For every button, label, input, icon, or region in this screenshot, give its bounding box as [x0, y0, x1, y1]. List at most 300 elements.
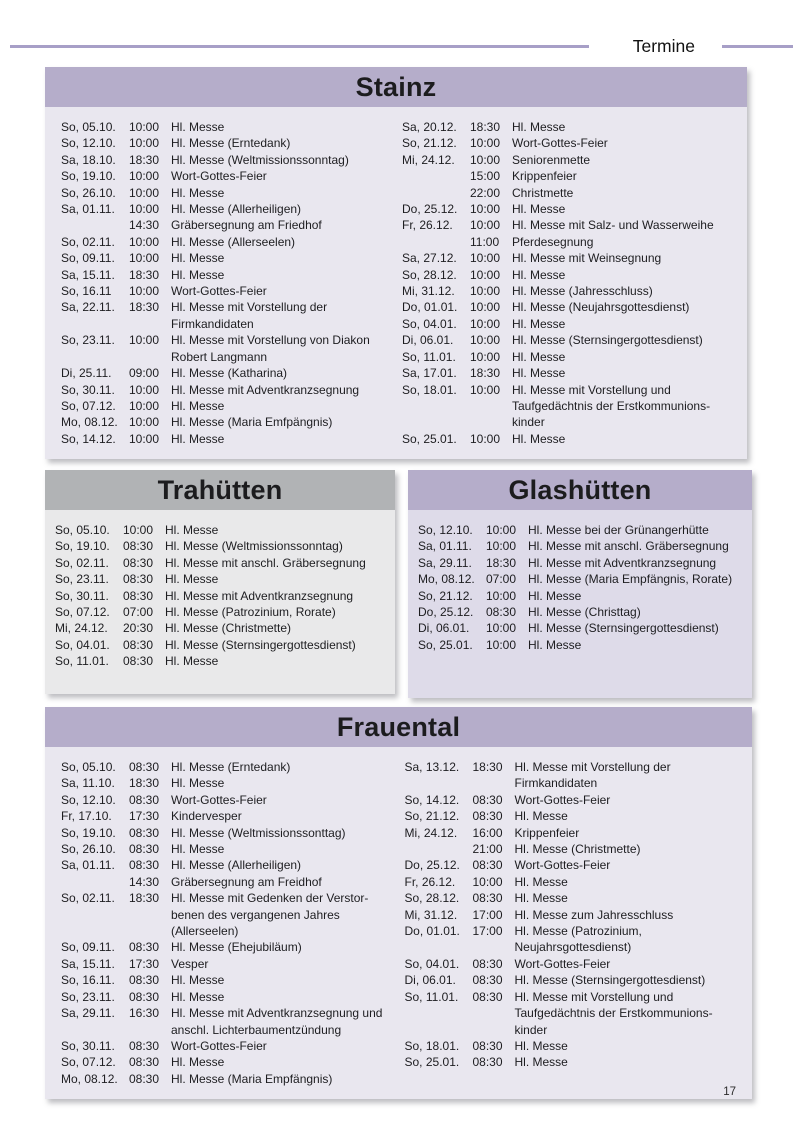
event-time: 17:00	[472, 907, 503, 922]
event-description: Hl. Messe	[512, 366, 566, 381]
section-header	[45, 707, 752, 747]
schedule-row	[61, 759, 393, 775]
event-date: Mi, 31.12.	[402, 284, 455, 299]
schedule-row	[61, 1054, 393, 1070]
event-time: 10:00	[470, 202, 501, 217]
event-description: Hl. Messe	[171, 431, 225, 446]
event-time: 10:00	[470, 300, 501, 315]
event-description: Hl. Messe (Maria Emfpängnis)	[171, 415, 333, 430]
event-description: Hl. Messe (Jahresschluss)	[512, 284, 653, 299]
section-title: Frauental	[336, 711, 461, 742]
schedule-row	[61, 825, 393, 841]
event-description: Hl. Messe (Sternsingergottesdienst)	[528, 621, 719, 636]
event-description: Hl. Messe	[514, 1038, 568, 1053]
schedule-row	[405, 989, 737, 1038]
schedule-table	[408, 510, 752, 698]
event-description: Hl. Messe	[165, 654, 219, 669]
event-time: 18:30	[486, 555, 517, 570]
section-title: Glashütten	[508, 474, 652, 505]
event-date: Mi, 24.12.	[402, 152, 455, 167]
schedule-row	[405, 792, 737, 808]
schedule-row	[61, 217, 390, 233]
schedule-row	[405, 923, 737, 956]
event-time: 10:00	[470, 136, 501, 151]
event-time: 10:00	[470, 284, 501, 299]
event-description: Hl. Messe (Christmette)	[514, 842, 641, 857]
section-stainz	[45, 67, 747, 459]
event-time: 08:30	[129, 760, 160, 774]
event-time: 10:00	[470, 152, 501, 167]
event-description: Hl. Messe	[171, 398, 225, 413]
event-description: Hl. Messe	[512, 316, 566, 331]
schedule-row	[61, 365, 390, 381]
event-date: So, 11.01.	[55, 654, 109, 669]
event-time: 08:30	[472, 956, 503, 971]
event-time: 08:30	[472, 973, 503, 988]
event-description: Hl. Messe (Christmette)	[165, 621, 292, 636]
event-date: So, 02.11.	[55, 555, 109, 570]
event-time: 10:00	[470, 333, 501, 348]
event-date: Sa, 01.11.	[418, 539, 472, 554]
schedule-row	[402, 135, 731, 151]
event-time: 08:30	[129, 940, 160, 955]
schedule-row	[402, 201, 731, 217]
event-date: So, 28.12.	[404, 891, 460, 906]
event-description: Hl. Messe	[512, 267, 566, 282]
schedule-row	[61, 250, 390, 266]
event-time: 10:00	[129, 431, 160, 446]
page-header-label: Termine	[632, 35, 695, 56]
event-time: 07:00	[123, 605, 154, 620]
schedule-row	[418, 522, 742, 538]
event-description: Hl. Messe mit Vorstellung und Taufgedächtnis der Erstkommunions-kinder	[514, 989, 713, 1037]
schedule-row	[55, 653, 385, 669]
schedule-row	[61, 890, 393, 939]
event-description: Hl. Messe (Erntedank)	[171, 760, 291, 774]
schedule-column	[402, 119, 731, 447]
schedule-column	[55, 522, 385, 682]
event-date: So, 25.01.	[402, 431, 457, 446]
event-date	[405, 841, 473, 857]
event-description: Hl. Messe (Patrozinium, Rorate)	[165, 605, 336, 620]
event-description: Krippenfeier	[514, 825, 580, 840]
schedule-row	[402, 185, 731, 201]
schedule-row	[402, 267, 731, 283]
event-time: 10:00	[129, 136, 160, 151]
event-description: Hl. Messe mit Vorstellung von Diakon Robert Langmann	[171, 333, 370, 364]
schedule-row	[61, 267, 390, 283]
event-description: Gräbersegnung am Friedhof	[171, 218, 322, 233]
event-description: Hl. Messe (Maria Empfängnis, Rorate)	[528, 572, 733, 587]
event-time: 15:00	[470, 169, 501, 184]
event-description: Hl. Messe	[171, 989, 225, 1004]
schedule-row	[402, 365, 731, 381]
event-date	[61, 217, 129, 233]
event-description: Hl. Messe	[514, 1055, 568, 1070]
event-time: 17:00	[472, 924, 503, 939]
schedule-row	[405, 841, 737, 857]
event-date: So, 23.11.	[55, 572, 109, 587]
event-description: Hl. Messe	[528, 637, 582, 652]
event-description: Hl. Messe mit Vorstellung der Firmkandidaten	[171, 300, 328, 331]
event-date: Sa, 29.11.	[61, 1006, 115, 1021]
event-description: Hl. Messe	[512, 431, 566, 446]
event-time: 08:30	[129, 825, 160, 840]
event-time: 10:00	[486, 588, 517, 603]
event-date: Mo, 08.12.	[61, 1071, 118, 1086]
schedule-row	[61, 201, 390, 217]
event-description: Seniorenmette	[512, 152, 591, 167]
schedule-row	[402, 250, 731, 266]
event-date: So, 21.12.	[404, 809, 460, 824]
section-frauental	[45, 707, 752, 1099]
schedule-row	[61, 135, 390, 151]
event-description: Hl. Messe bei der Grünangerhütte	[528, 523, 709, 537]
event-time: 17:30	[129, 956, 160, 971]
event-description: Hl. Messe mit Adventkranzsegnung	[171, 382, 360, 397]
event-time: 10:00	[486, 621, 517, 636]
header-rule-right	[722, 45, 793, 48]
event-date: So, 26.10.	[61, 842, 116, 857]
event-date: Do, 25.12.	[418, 605, 474, 620]
event-time: 08:30	[123, 555, 154, 570]
event-description: Hl. Messe mit anschl. Gräbersegnung	[528, 539, 729, 554]
schedule-row	[418, 571, 742, 587]
event-date: So, 07.12.	[61, 398, 116, 413]
schedule-row	[405, 956, 737, 972]
event-time: 10:00	[129, 284, 160, 299]
schedule-row	[61, 185, 390, 201]
event-time: 10:00	[129, 333, 160, 348]
schedule-row	[61, 808, 393, 824]
event-description: Wort-Gottes-Feier	[514, 792, 611, 807]
event-time: 10:00	[486, 523, 517, 537]
event-time: 10:00	[472, 874, 503, 889]
schedule-row	[405, 1038, 737, 1054]
event-date: Do, 01.01.	[402, 300, 458, 315]
event-date: So, 21.12.	[402, 136, 457, 151]
event-description: Hl. Messe	[171, 267, 225, 282]
event-date: Mi, 31.12.	[404, 907, 458, 922]
event-date: Di, 06.01.	[404, 973, 456, 988]
event-date: So, 04.01.	[404, 956, 460, 971]
event-time: 18:30	[129, 891, 160, 906]
event-description: Hl. Messe (Katharina)	[171, 366, 288, 381]
event-date: So, 16.11.	[61, 973, 115, 988]
event-time: 08:30	[486, 605, 517, 620]
schedule-row	[402, 316, 731, 332]
event-date: So, 04.01.	[402, 316, 457, 331]
page-header	[10, 35, 794, 57]
event-date: So, 07.12.	[55, 605, 110, 620]
event-description: Hl. Messe mit Salz- und Wasserweihe	[512, 218, 714, 233]
event-time: 10:00	[129, 120, 160, 134]
schedule-row	[61, 1005, 393, 1038]
event-description: Wort-Gottes-Feier	[514, 956, 611, 971]
event-description: Hl. Messe	[171, 120, 225, 134]
event-date: So, 30.11.	[61, 1038, 115, 1053]
event-time: 10:00	[129, 185, 160, 200]
event-date: So, 18.01.	[404, 1038, 460, 1053]
event-time: 14:30	[129, 874, 160, 889]
event-description: Hl. Messe	[171, 776, 225, 791]
schedule-row	[61, 989, 393, 1005]
event-date: So, 19.10.	[61, 825, 116, 840]
event-time: 10:00	[470, 349, 501, 364]
event-date: Fr, 17.10.	[61, 809, 112, 824]
event-time: 18:30	[472, 760, 503, 774]
event-date	[402, 234, 470, 250]
schedule-row	[55, 637, 385, 653]
schedule-row	[61, 857, 393, 873]
event-date: So, 05.10.	[55, 523, 110, 537]
event-date: So, 23.11.	[61, 989, 115, 1004]
event-description: Hl. Messe (Maria Empfängnis)	[171, 1071, 333, 1086]
event-description: Hl. Messe	[512, 349, 566, 364]
section-header	[408, 470, 752, 510]
schedule-row	[55, 538, 385, 554]
event-description: Hl. Messe mit Weinsegnung	[512, 251, 662, 266]
event-time: 10:00	[486, 637, 517, 652]
event-date: Do, 25.12.	[404, 858, 460, 873]
event-time: 10:00	[123, 523, 154, 537]
event-time: 08:30	[472, 989, 503, 1004]
event-time: 11:00	[470, 234, 500, 249]
schedule-row	[61, 841, 393, 857]
event-date: So, 12.10.	[418, 523, 473, 537]
event-description: Pferdesegnung	[512, 234, 594, 249]
event-date: Sa, 18.10.	[61, 152, 116, 167]
schedule-table	[45, 510, 395, 694]
event-date: Di, 25.11.	[61, 366, 112, 381]
event-date: So, 02.11.	[61, 891, 115, 906]
event-description: Hl. Messe (Sternsingergottesdienst)	[512, 333, 703, 348]
event-description: Hl. Messe	[171, 251, 225, 266]
event-date: So, 11.01.	[404, 989, 459, 1004]
event-description: Hl. Messe	[171, 842, 225, 857]
event-date: So, 12.10.	[61, 792, 116, 807]
event-date: Sa, 17.01.	[402, 366, 457, 381]
schedule-row	[402, 431, 731, 447]
event-date: So, 26.10.	[61, 185, 116, 200]
event-description: Hl. Messe	[514, 891, 568, 906]
event-date: So, 28.12.	[402, 267, 457, 282]
event-time: 16:00	[472, 825, 503, 840]
schedule-row	[61, 234, 390, 250]
event-date: Mi, 24.12.	[55, 621, 108, 636]
event-time: 08:30	[472, 809, 503, 824]
schedule-row	[61, 874, 393, 890]
schedule-row	[61, 792, 393, 808]
event-time: 08:30	[472, 1038, 503, 1053]
event-time: 09:00	[129, 366, 160, 381]
event-date: Di, 06.01.	[418, 621, 470, 636]
event-date: So, 25.01.	[418, 637, 473, 652]
schedule-row	[61, 299, 390, 332]
schedule-row	[418, 555, 742, 571]
event-description: Hl. Messe	[514, 809, 568, 824]
section-title: Trahütten	[157, 474, 283, 505]
event-date: So, 04.01.	[55, 637, 110, 652]
event-description: Hl. Messe mit anschl. Gräbersegnung	[165, 555, 366, 570]
event-description: Hl. Messe (Christtag)	[528, 605, 641, 620]
event-time: 18:30	[129, 152, 160, 167]
event-time: 10:00	[470, 316, 501, 331]
event-description: Hl. Messe (Sternsingergottesdienst)	[514, 973, 706, 988]
section-glashuetten	[408, 470, 752, 698]
schedule-row	[405, 890, 737, 906]
event-description: Hl. Messe (Allerheiligen)	[171, 202, 302, 217]
event-date: Fr, 26.12.	[402, 218, 453, 233]
event-time: 08:30	[129, 1038, 160, 1053]
schedule-row	[405, 808, 737, 824]
event-date: Sa, 27.12.	[402, 251, 457, 266]
schedule-row	[61, 152, 390, 168]
event-description: Hl. Messe (Weltmissionssonntag)	[171, 152, 349, 167]
event-date: So, 09.11.	[61, 251, 115, 266]
schedule-row	[402, 234, 731, 250]
event-description: Gräbersegnung am Freidhof	[171, 874, 322, 889]
event-date: So, 05.10.	[61, 120, 116, 134]
schedule-row	[402, 283, 731, 299]
event-description: Hl. Messe mit Gedenken der Verstor-benen des vergangenen Jahres (Allerseelen)	[171, 891, 369, 939]
event-time: 10:00	[129, 398, 160, 413]
event-time: 08:30	[129, 1071, 160, 1086]
schedule-row	[61, 431, 390, 447]
event-description: Hl. Messe (Weltmissionssonntag)	[165, 539, 343, 554]
event-description: Hl. Messe (Allerseelen)	[171, 234, 296, 249]
section-title: Stainz	[355, 71, 437, 102]
schedule-row	[405, 759, 737, 792]
schedule-row	[61, 1038, 393, 1054]
schedule-row	[402, 152, 731, 168]
event-date: Sa, 01.11.	[61, 202, 115, 217]
schedule-column	[405, 759, 737, 1087]
schedule-row	[418, 637, 742, 653]
event-time: 08:30	[123, 572, 154, 587]
event-time: 10:00	[129, 382, 160, 397]
event-time: 10:00	[129, 251, 160, 266]
event-description: Hl. Messe (Weltmissionssonttag)	[171, 825, 346, 840]
event-date: Sa, 01.11.	[61, 858, 115, 873]
event-time: 10:00	[129, 234, 160, 249]
schedule-row	[55, 555, 385, 571]
event-time: 18:30	[129, 267, 160, 282]
schedule-row	[405, 1054, 737, 1070]
event-time: 10:00	[470, 431, 501, 446]
event-date: So, 19.10.	[55, 539, 110, 554]
event-date: Do, 01.01.	[404, 924, 460, 939]
event-time: 08:30	[123, 588, 154, 603]
schedule-row	[405, 874, 737, 890]
schedule-row	[61, 972, 393, 988]
event-description: Hl. Messe zum Jahresschluss	[514, 907, 674, 922]
event-description: Kindervesper	[171, 809, 242, 824]
section-trahuetten	[45, 470, 395, 694]
event-time: 07:00	[486, 572, 517, 587]
event-date: So, 23.11.	[61, 333, 115, 348]
event-description: Wort-Gottes-Feier	[514, 858, 611, 873]
schedule-row	[402, 217, 731, 233]
event-date: Sa, 22.11.	[61, 300, 115, 315]
schedule-row	[418, 588, 742, 604]
event-date	[402, 168, 470, 184]
event-time: 16:30	[129, 1006, 160, 1021]
event-date: So, 07.12.	[61, 1055, 116, 1070]
event-time: 08:30	[123, 637, 154, 652]
event-description: Hl. Messe (Patrozinium, Neujahrsgottesdienst)	[514, 924, 642, 955]
event-time: 21:00	[472, 842, 503, 857]
event-time: 08:30	[472, 792, 503, 807]
event-description: Wort-Gottes-Feier	[512, 136, 608, 151]
schedule-column	[61, 119, 390, 447]
event-description: Hl. Messe	[171, 1055, 225, 1070]
schedule-row	[402, 382, 731, 431]
event-date: Mo, 08.12.	[61, 415, 118, 430]
schedule-row	[55, 571, 385, 587]
event-time: 08:30	[129, 792, 160, 807]
event-date: Sa, 20.12.	[402, 120, 457, 134]
schedule-row	[61, 775, 393, 791]
event-time: 22:00	[470, 185, 501, 200]
schedule-row	[405, 907, 737, 923]
event-time: 10:00	[486, 539, 517, 554]
schedule-row	[418, 538, 742, 554]
event-date: So, 11.01.	[402, 349, 456, 364]
event-description: Wort-Gottes-Feier	[171, 284, 267, 299]
event-time: 08:30	[129, 989, 160, 1004]
event-time: 10:00	[470, 218, 501, 233]
schedule-row	[61, 283, 390, 299]
schedule-row	[418, 620, 742, 636]
event-description: Hl. Messe (Neujahrsgottesdienst)	[512, 300, 690, 315]
event-time: 08:30	[472, 858, 503, 873]
schedule-row	[61, 414, 390, 430]
schedule-column	[418, 522, 742, 686]
schedule-row	[402, 119, 731, 135]
event-date: Sa, 15.11.	[61, 956, 115, 971]
schedule-row	[61, 939, 393, 955]
event-description: Hl. Messe (Allerheiligen)	[171, 858, 302, 873]
header-rule-left	[10, 45, 589, 48]
event-date: So, 14.12.	[61, 431, 116, 446]
event-description: Hl. Messe mit Vorstellung der Firmkandidaten	[514, 760, 671, 791]
event-time: 08:30	[129, 858, 160, 873]
event-date: So, 18.01.	[402, 382, 457, 397]
schedule-row	[405, 825, 737, 841]
event-time: 10:00	[129, 415, 160, 430]
event-description: Wort-Gottes-Feier	[171, 169, 267, 184]
event-time: 14:30	[129, 218, 160, 233]
event-description: Hl. Messe	[165, 572, 219, 587]
event-time: 10:00	[470, 267, 501, 282]
section-header	[45, 67, 747, 107]
page-number: 17	[723, 1086, 736, 1098]
schedule-row	[405, 972, 737, 988]
event-description: Hl. Messe mit Vorstellung und Taufgedächtnis der Erstkommunions-kinder	[512, 382, 711, 430]
event-description: Hl. Messe	[171, 185, 225, 200]
event-description: Wort-Gottes-Feier	[171, 1038, 267, 1053]
schedule-table	[45, 747, 752, 1099]
schedule-row	[61, 1071, 393, 1087]
schedule-row	[402, 168, 731, 184]
schedule-row	[61, 382, 390, 398]
event-time: 10:00	[129, 169, 160, 184]
event-description: Wort-Gottes-Feier	[171, 792, 267, 807]
event-time: 10:00	[470, 251, 501, 266]
event-date: Sa, 15.11.	[61, 267, 115, 282]
event-date: Mo, 08.12.	[418, 572, 475, 587]
